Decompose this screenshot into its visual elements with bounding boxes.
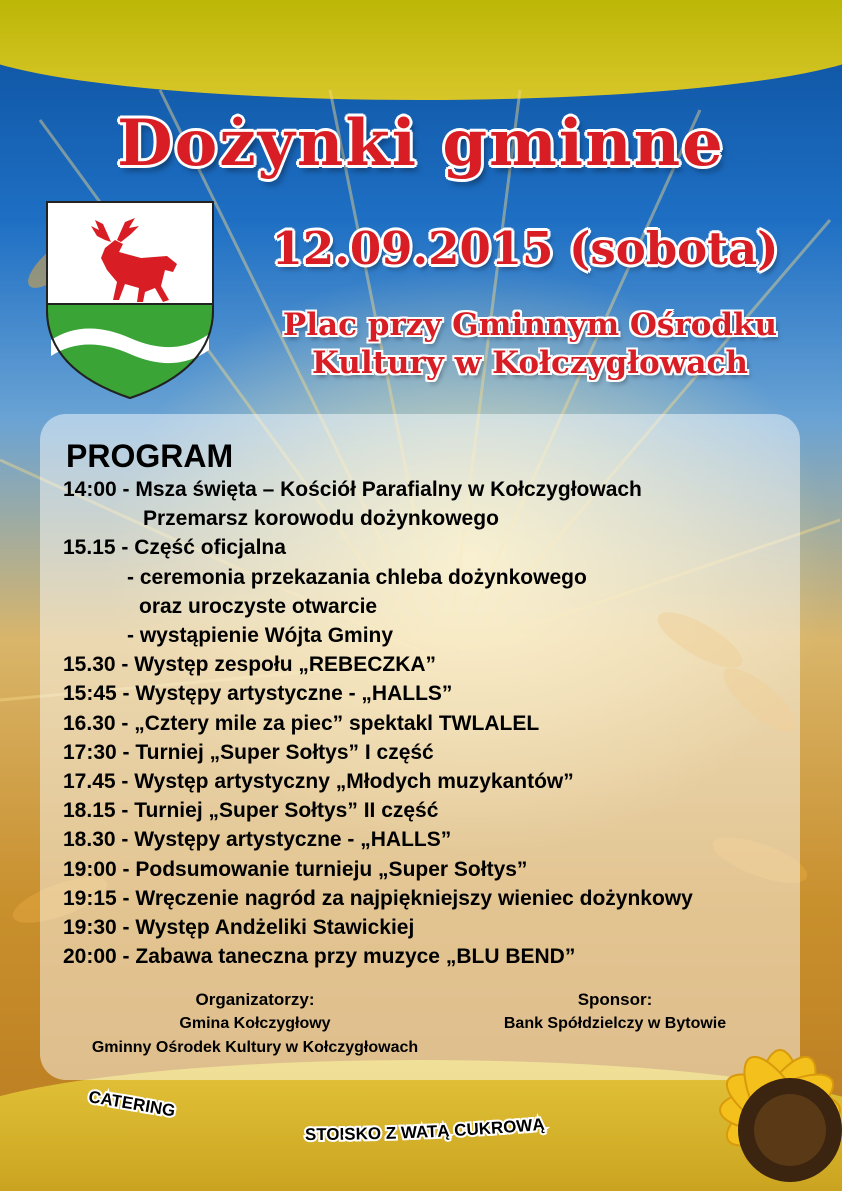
program-item: 20:00 - Zabawa taneczna przy muzyce „BLU BEND” <box>63 945 576 969</box>
sponsor-1: Bank Spółdzielczy w Bytowie <box>503 1015 727 1032</box>
program-item: Przemarsz korowodu dożynkowego <box>143 507 499 531</box>
program-item: - wystąpienie Wójta Gminy <box>127 624 394 648</box>
footer-curved-text <box>0 1080 842 1191</box>
program-item: 19:00 - Podsumowanie turnieju „Super Sołtys” <box>63 857 528 881</box>
program-item: 19:15 - Wręczenie nagród za najpiękniejszy wieniec dożynkowy <box>63 886 693 910</box>
program-item: 18.15 - Turniej „Super Sołtys” II część <box>63 799 439 823</box>
program-title: PROGRAM <box>66 438 234 474</box>
program-item: 15.15 - Część oficjalna <box>63 536 286 560</box>
event-place <box>240 306 820 382</box>
organizer-1: Gmina Kołczygłowy <box>179 1015 331 1032</box>
program-item: 16.30 - „Cztery mile za piec” spektakl TWLALEL <box>63 711 540 735</box>
place-line-2: Kultury w Kołczygłowach <box>312 345 748 381</box>
program-item: 19:30 - Występ Andżeliki Stawickiej <box>63 916 415 940</box>
program-item: 15:45 - Występy artystyczne - „HALLS” <box>63 682 453 706</box>
event-title: Dożynki gminne <box>117 106 725 181</box>
program-item: 17:30 - Turniej „Super Sołtys” I część <box>63 740 434 764</box>
place-line-1: Plac przy Gminnym Ośrodku <box>282 307 778 343</box>
program-item: - ceremonia przekazania chleba dożynkowego <box>127 565 587 589</box>
program-list <box>63 475 803 971</box>
program-item: 18.30 - Występy artystyczne - „HALLS” <box>63 828 452 852</box>
svg-text:CATERING <box>87 1087 176 1120</box>
svg-text:STOISKO Z WATĄ CUKROWĄ <box>305 1115 545 1144</box>
coat-of-arms <box>45 200 215 400</box>
program-item: 14:00 - Msza święta – Kościół Parafialny w Kołczygłowach <box>63 478 642 501</box>
event-date: 12.09.2015 (sobota) <box>271 222 779 275</box>
program-item: 15.30 - Występ zespołu „REBECZKA” <box>63 653 437 677</box>
catering-label: CATERING <box>87 1087 177 1121</box>
program-item: oraz uroczyste otwarcie <box>139 594 378 618</box>
organizers-block <box>40 988 470 1060</box>
program-item: 17.45 - Występ artystyczny „Młodych muzykantów” <box>63 770 574 794</box>
organizer-2: Gminny Ośrodek Kultury w Kołczygłowach <box>91 1039 419 1056</box>
sponsor-label: Sponsor: <box>577 990 653 1009</box>
stoisko-label: STOISKO Z WATĄ CUKROWĄ <box>304 1114 546 1145</box>
organizers-label: Organizatorzy: <box>195 990 315 1009</box>
